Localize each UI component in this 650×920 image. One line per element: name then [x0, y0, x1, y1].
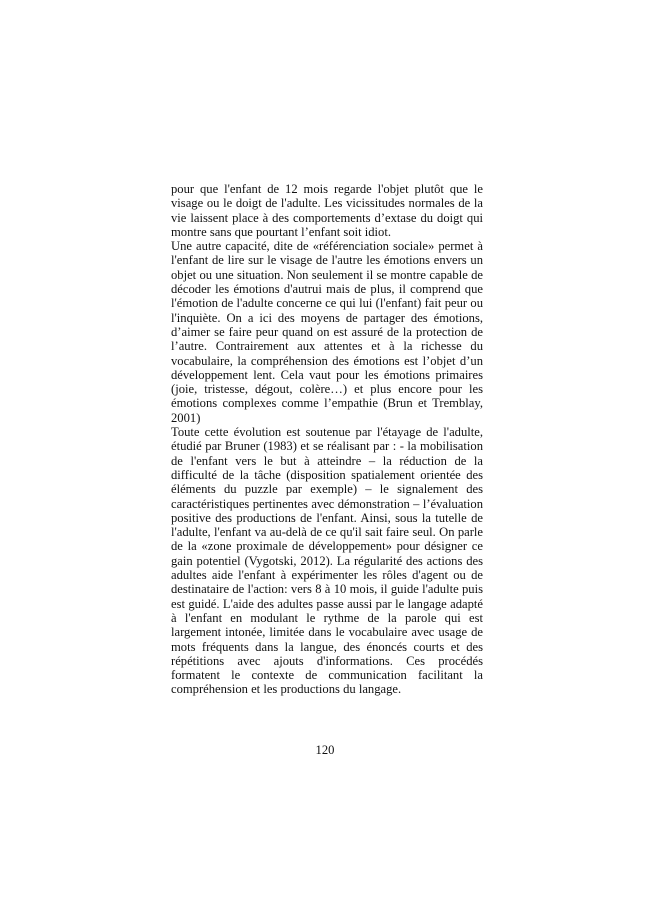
- page-number: 120: [315, 743, 335, 757]
- paragraph-3: Toute cette évolution est soutenue par l'étayage de l'adulte, étudié par Bruner (1983) et se réalisant par : - la mobilisation de l'enfant vers le but à atteindre – la réduction de la difficulté de la tâche (disposition spatialement orientée des éléments du puzzle par exemple) – le signalement des caractéristiques pertinentes avec démonstration – l’évaluation positive des productions de l'enfant. Ainsi, sous la tutelle de l'adulte, l'enfant va au-delà de ce qu'il sait faire seul. On parle de la «zone proximale de développement» pour désigner ce gain potentiel (Vygotski, 2012). La régularité des actions des adultes aide l'enfant à expérimenter les rôles d'agent ou de destinataire de l'action: vers 8 à 10 mois, il guide l'adulte puis est guidé. L'aide des adultes passe aussi par le langage adapté à l'enfant en modulant le rythme de la parole qui est largement intonée, limitée dans le vocabulaire avec usage de mots fréquents dans la langue, des énoncés courts et des répétitions avec ajouts d'informations. Ces procédés formatent le contexte de communication facilitant la compréhension et les productions du langage.: [171, 425, 483, 697]
- body-text: [171, 182, 483, 697]
- paragraph-1: pour que l'enfant de 12 mois regarde l'objet plutôt que le visage ou le doigt de l'adulte. Les vicissitudes normales de la vie laissent place à des comportements d’extase du doigt qui montre sans que pourtant l’enfant soit idiot.: [171, 182, 483, 239]
- paragraph-2: Une autre capacité, dite de «référenciation sociale» permet à l'enfant de lire sur le visage de l'autre les émotions envers un objet ou une situation. Non seulement il se montre capable de décoder les émotions d'autrui mais de plus, il comprend que l'émotion de l'adulte concerne ce qui lui (l'enfant) fait peur ou l'inquiète. On a ici des moyens de partager des émotions, d’aimer se faire peur quand on est assuré de la protection de l’autre. Contrairement aux attentes et à la richesse du vocabulaire, la compréhension des émotions est l’objet d’un développement lent. Cela vaut pour les émotions primaires (joie, tristesse, dégout, colère…) et plus encore pour les émotions complexes comme l’empathie (Brun et Tremblay, 2001): [171, 239, 483, 425]
